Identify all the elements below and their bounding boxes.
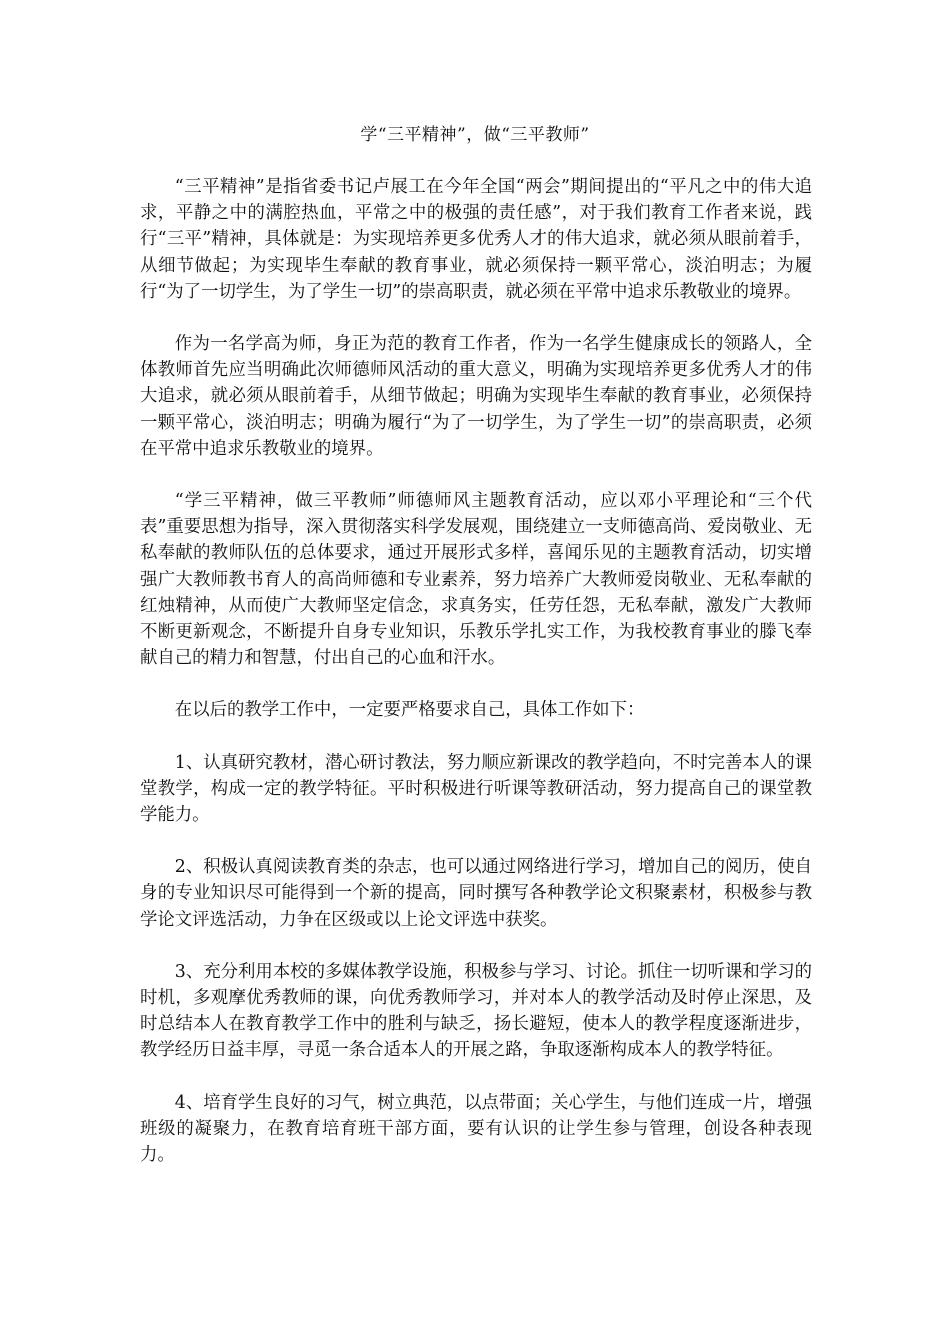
document-title: 学“三平精神”，做“三平教师” — [360, 125, 590, 145]
paragraph-item-1: 1、认真研究教材，潜心研讨教法，努力顺应新课改的教学趋向，不时完善本人的课堂教学，构成一定的教学特征。平时积极进行听课等教研活动，努力提高自己的课堂教学能力。 — [140, 752, 812, 826]
paragraph-item-2: 2、积极认真阅读教育类的杂志，也可以通过网络进行学习，增加自己的阅历，使自身的专业知识尽可能得到一个新的提高，同时撰写各种教学论文积聚素材，积极参与教学论文评选活动，力争在区级或以上论文评选中获奖。 — [140, 857, 812, 930]
paragraph-item-3: 3、充分利用本校的多媒体教学设施，积极参与学习、讨论。抓住一切听课和学习的时机，多观摩优秀教师的课，向优秀教师学习，并对本人的教学活动及时停止深思，及时总结本人在教育教学工作中的胜利与缺乏，扬长避短，使本人的教学程度逐渐进步，教学经历日益丰厚，寻觅一条合适本人的开展之路，争取逐渐构成本人的教学特征。 — [140, 961, 812, 1061]
paragraph-item-4: 4、培育学生良好的习气，树立典范，以点带面；关心学生，与他们连成一片，增强班级的凝聚力，在教育培育班干部方面，要有认识的让学生参与管理，创设各种表现力。 — [140, 1092, 812, 1166]
paragraph-sanping-definition: “三平精神”是指省委书记卢展工在今年全国“两会”期间提出的“平凡之中的伟大追求，平静之中的满腔热血，平常之中的极强的责任感”，对于我们教育工作者来说，践行“三平”精神，具体就是：为实现培养更多优秀人才的伟大追求，就必须从眼前着手，从细节做起；为实现毕生奉献的教育事业，就必须保持一颗平常心，淡泊明志；为履行“为了一切学生，为了学生一切”的崇高职责，就必须在平常中追求乐教敬业的境界。 — [140, 177, 812, 302]
paragraph-education-activity: “学三平精神，做三平教师”师德师风主题教育活动，应以邓小平理论和“三个代表”重要思想为指导，深入贯彻落实科学发展观，围绕建立一支师德高尚、爱岗敬业、无私奉献的教师队伍的总体要求，通过开展形式多样，喜闻乐见的主题教育活动，切实增强广大教师教书育人的高尚师德和专业素养，努力培养广大教师爱岗敬业、无私奉献的红烛精神，从而使广大教师坚定信念，求真务实，任劳任怨，无私奉献，激发广大教师不断更新观念，不断提升自身专业知识，乐教乐学扎实工作，为我校教育事业的滕飞奉献自己的精力和智慧，付出自己的心血和汗水。 — [140, 491, 812, 669]
document-body — [140, 174, 812, 1194]
paragraph-teacher-role: 作为一名学高为师，身正为范的教育工作者，作为一名学生健康成长的领路人，全体教师首先应当明确此次师德师风活动的重大意义，明确为实现培养更多优秀人才的伟大追求，就必须从眼前着手，从细节做起；明确为实现毕生奉献的教育事业，必须保持一颗平常心，淡泊明志；明确为履行“为了一切学生，为了学生一切”的崇高职责，必须在平常中追求乐教敬业的境界。 — [140, 334, 812, 459]
paragraph-work-intro: 在以后的教学工作中，一定要严格要求自己，具体工作如下： — [174, 700, 645, 721]
